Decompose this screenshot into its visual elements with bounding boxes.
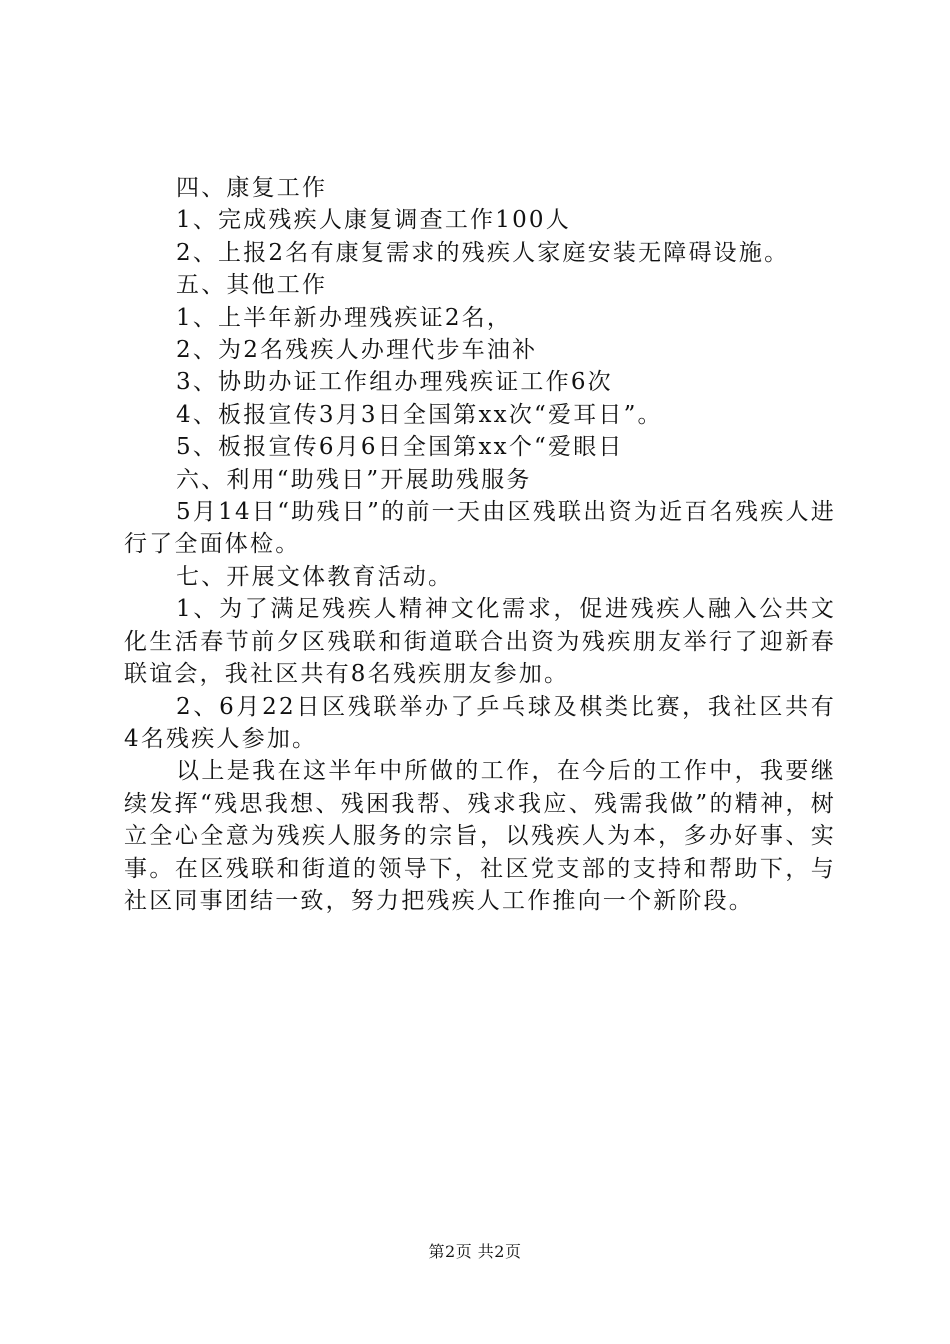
section-heading-disability-day: 六、利用“助残日”开展助残服务: [176, 466, 532, 493]
list-item: 3、协助办证工作组办理残疾证工作6次: [176, 369, 613, 396]
list-item: 1、上半年新办理残疾证2名，: [176, 304, 513, 331]
section-heading-cultural-activities: 七、开展文体教育活动。: [176, 563, 454, 590]
list-item: 5、板报宣传6月6日全国第xx个“爱眼日: [176, 434, 624, 461]
closing-paragraph: 以上是我在这半年中所做的工作，在今后的工作中，我要继续发挥“残思我想、残困我帮、残求我应、残需我做”的精神，树立全心全意为残疾人服务的宗旨，以残疾人为本，多办好事、实事。在区残联和街道的领导下，社区党支部的支持和帮助下，与社区同事团结一致，努力把残疾人工作推向一个新阶段。: [124, 758, 836, 914]
list-item: 4、板报宣传3月3日全国第xx次“爱耳日”。: [176, 401, 663, 428]
section-heading-rehabilitation: 四、康复工作: [176, 175, 328, 201]
body-paragraph: 1、为了满足残疾人精神文化需求，促进残疾人融入公共文化生活春节前夕区残联和街道联合出资为残疾朋友举行了迎新春联谊会，我社区共有8名残疾朋友参加。: [124, 596, 836, 688]
list-item: 2、为2名残疾人办理代步车油补: [176, 337, 538, 364]
document-body: [124, 172, 836, 917]
section-heading-other-work: 五、其他工作: [176, 272, 328, 299]
list-item: 1、完成残疾人康复调查工作100人: [176, 207, 571, 234]
page-number-footer: 第2页 共2页: [428, 1242, 522, 1261]
list-item: 2、上报2名有康复需求的残疾人家庭安装无障碍设施。: [176, 239, 790, 266]
body-paragraph: 2、6月22日区残联举办了乒乓球及棋类比赛，我社区共有4名残疾人参加。: [124, 693, 836, 752]
body-paragraph: 5月14日“助残日”的前一天由区残联出资为近百名残疾人进行了全面体检。: [124, 499, 836, 558]
